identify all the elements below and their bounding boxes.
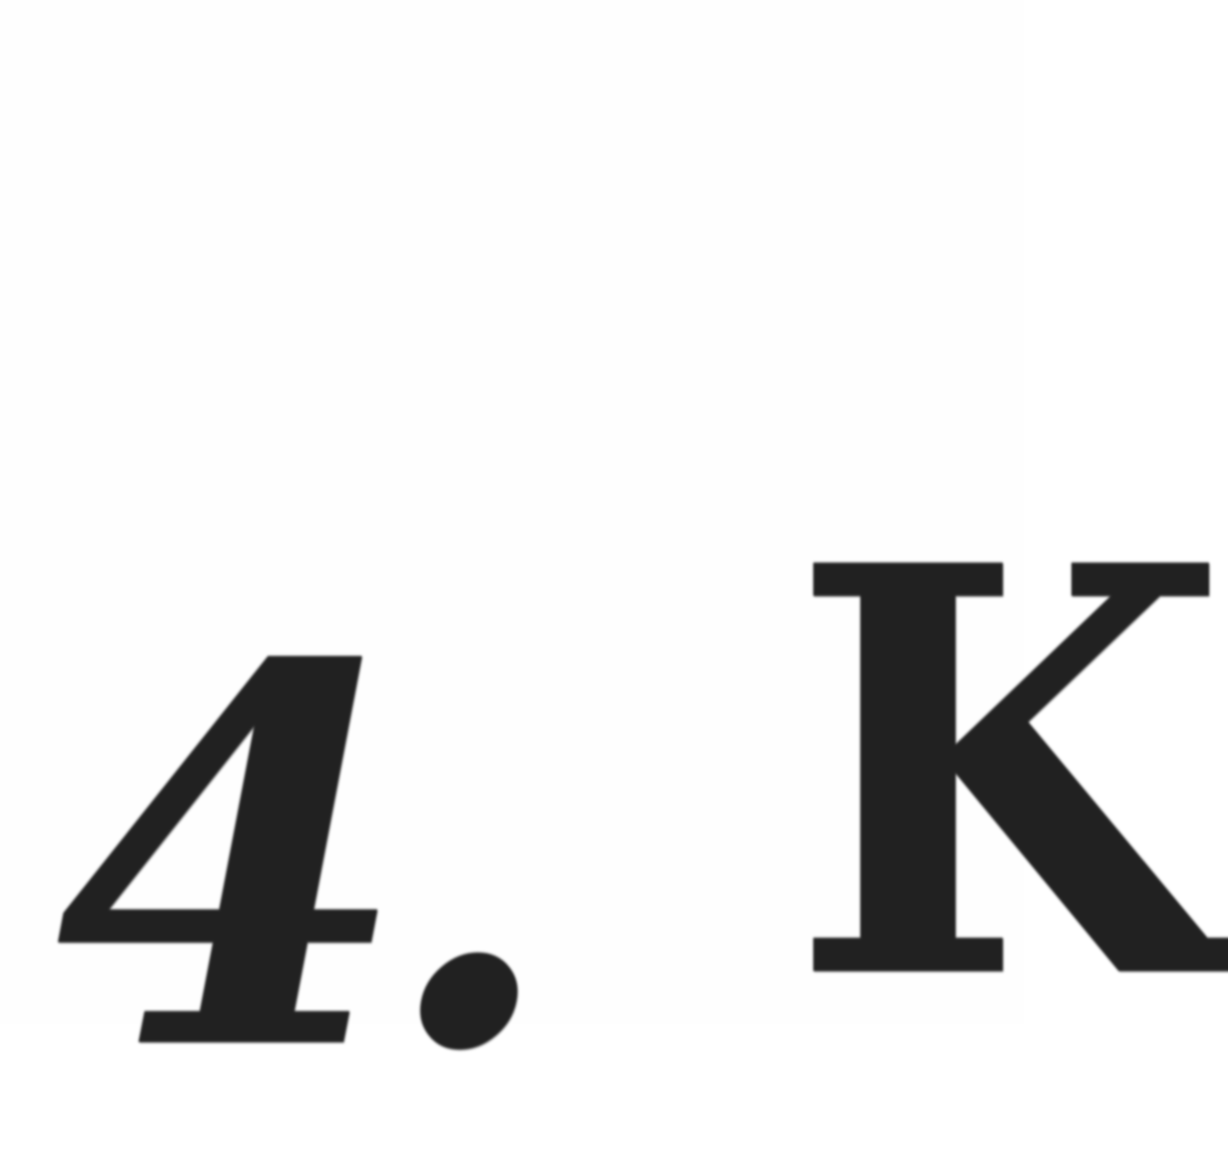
heading-initial: K bbox=[790, 446, 1228, 1104]
section-number: 4. bbox=[55, 554, 529, 1165]
